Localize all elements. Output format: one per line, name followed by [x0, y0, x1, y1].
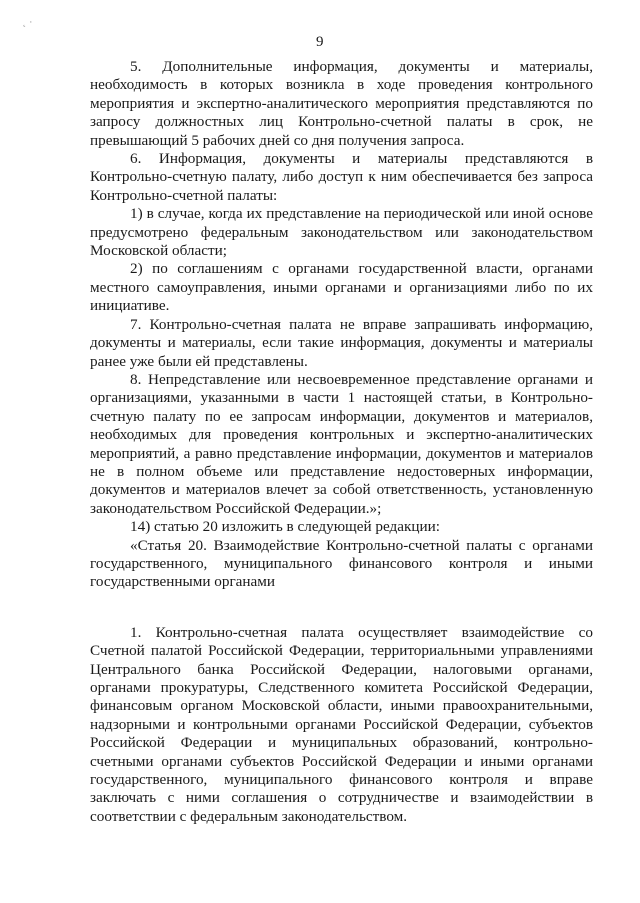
article-spacer — [90, 592, 593, 624]
paragraph-subitem-1: 1) в случае, когда их представление на периодической или иной основе предусмотрено федеральным законодательством или законодательством Московской области; — [90, 205, 593, 260]
article-20-paragraph-1: 1. Контрольно-счетная палата осуществляет взаимодействие со Счетной палатой Российской Федерации, территориальными управлениями Центрального банка Российской Федерации, налоговыми органами, органами прокуратуры, Следственного комитета Российской Федерации, финансовым органом Московской области, иными правоохранительными, надзорными и контрольными органами Российской Федерации, субъектов Российской Федерации и муниципальных образований, контрольно-счетными органами субъектов Российской Федерации и иными органами государственного, муниципального финансового контроля и вправе заключать с ними соглашения о сотрудничестве и взаимодействии в соответствии с федеральным законодательством. — [90, 623, 593, 825]
article-20-heading: «Статья 20. Взаимодействие Контрольно-счетной палаты с органами государственного, муниципального финансового контроля и иными государственными органами — [90, 536, 593, 591]
paragraph-item-8: 8. Непредставление или несвоевременное представление органами и организациями, указанными в части 1 настоящей статьи, в Контрольно-счетную палату по ее запросам информации, документов и материалов, необходимых для проведения контрольных и экспертно-аналитических мероприятий, а равно представление информации, документов и материалов не в полном объеме или представление недостоверных информации, документов и материалов влечет за собой ответственность, установленную законодательством Российской Федерации.»; — [90, 370, 593, 517]
paragraph-item-7: 7. Контрольно-счетная палата не вправе запрашивать информацию, документы и материалы, если такие информация, документы и материалы ранее уже были ей представлены. — [90, 315, 593, 370]
paragraph-amendment-14: 14) статью 20 изложить в следующей редакции: — [130, 518, 440, 536]
document-body — [90, 58, 593, 826]
scan-artifact-mark: ˛ · — [22, 18, 33, 28]
paragraph-item-5: 5. Дополнительные информация, документы и материалы, необходимость в которых возникла в ходе проведения контрольного мероприятия и экспертно-аналитического мероприятия представляются по запросу должностных лиц Контрольно-счетной палаты в срок, не превышающий 5 рабочих дней со дня получения запроса. — [90, 58, 593, 149]
paragraph-item-6: 6. Информация, документы и материалы представляются в Контрольно-счетную палату, либо доступ к ним обеспечивается без запроса Контрольно-счетной палаты: — [90, 150, 593, 204]
page-number: 9 — [316, 34, 324, 50]
paragraph-subitem-2: 2) по соглашениям с органами государственной власти, органами местного самоуправления, иными органами и организациями либо по их инициативе. — [90, 260, 593, 315]
